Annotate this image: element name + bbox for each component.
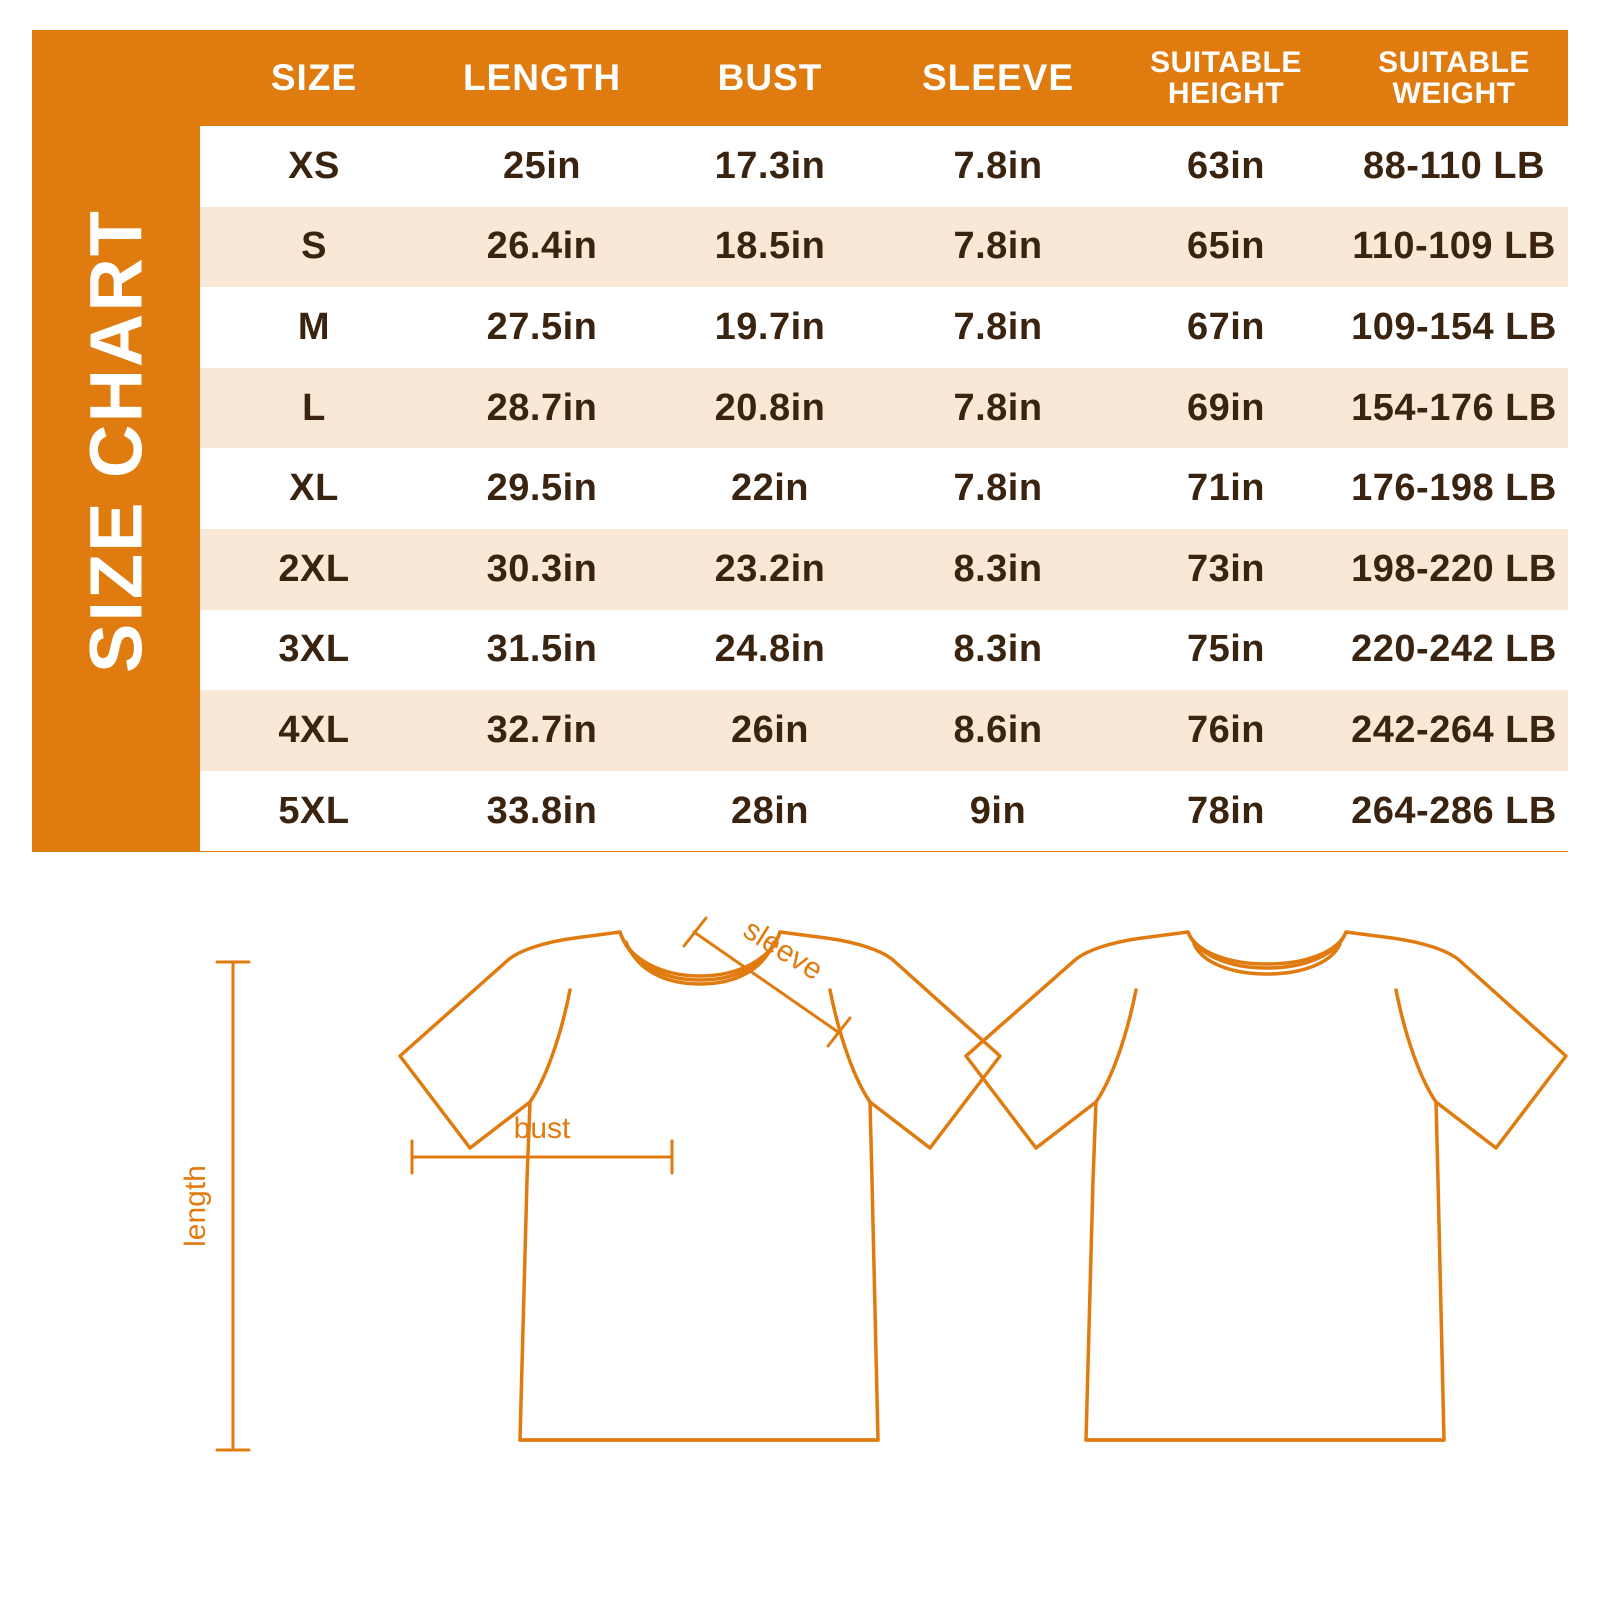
- cell-size: 4XL: [200, 690, 428, 771]
- cell-size: XL: [200, 448, 428, 529]
- measurement-diagram: [0, 880, 1600, 1580]
- table-row: [200, 610, 1568, 691]
- table-row: [200, 690, 1568, 771]
- cell-size: 2XL: [200, 529, 428, 610]
- cell-bust: 19.7in: [656, 287, 884, 368]
- length-label: length: [179, 1165, 212, 1247]
- column-header-sleeve: SLEEVE: [922, 56, 1074, 98]
- cell-height: 73in: [1112, 529, 1340, 610]
- cell-length: 28.7in: [428, 368, 656, 449]
- t-shirt-front-illustration: [400, 932, 1000, 1440]
- column-header-length: LENGTH: [462, 56, 622, 98]
- cell-height: 69in: [1112, 368, 1340, 449]
- cell-height: 78in: [1112, 771, 1340, 852]
- length-dimension-line: [217, 962, 249, 1450]
- cell-height: 76in: [1112, 690, 1340, 771]
- cell-bust: 18.5in: [656, 207, 884, 288]
- cell-weight: 264-286 LB: [1340, 771, 1568, 852]
- column-header-suitable-height-line2: HEIGHT: [1167, 77, 1285, 110]
- table-header-row: [200, 30, 1568, 126]
- cell-sleeve: 7.8in: [884, 448, 1112, 529]
- cell-bust: 28in: [656, 771, 884, 852]
- column-header-suitable-weight-line2: WEIGHT: [1392, 77, 1516, 110]
- cell-length: 29.5in: [428, 448, 656, 529]
- cell-height: 63in: [1112, 126, 1340, 207]
- cell-height: 75in: [1112, 610, 1340, 691]
- cell-length: 32.7in: [428, 690, 656, 771]
- cell-weight: 176-198 LB: [1340, 448, 1568, 529]
- column-header-suitable-weight-line1: SUITABLE: [1378, 45, 1530, 79]
- bust-label: bust: [513, 1112, 571, 1145]
- column-header-suitable-height-line1: SUITABLE: [1150, 45, 1302, 79]
- cell-size: 5XL: [200, 771, 428, 852]
- sleeve-label: sleeve: [737, 912, 829, 987]
- cell-weight: 154-176 LB: [1340, 368, 1568, 449]
- cell-length: 26.4in: [428, 207, 656, 288]
- cell-sleeve: 7.8in: [884, 207, 1112, 288]
- table-row: [200, 207, 1568, 288]
- table-row: [200, 529, 1568, 610]
- cell-length: 27.5in: [428, 287, 656, 368]
- page-title: SIZE CHART: [74, 209, 158, 673]
- cell-bust: 20.8in: [656, 368, 884, 449]
- cell-bust: 17.3in: [656, 126, 884, 207]
- cell-sleeve: 8.6in: [884, 690, 1112, 771]
- cell-sleeve: 7.8in: [884, 368, 1112, 449]
- cell-sleeve: 8.3in: [884, 610, 1112, 691]
- size-table-body: [200, 126, 1568, 851]
- size-chart-title-cell: [32, 30, 200, 852]
- cell-bust: 26in: [656, 690, 884, 771]
- table-row: [200, 771, 1568, 852]
- cell-weight: 242-264 LB: [1340, 690, 1568, 771]
- table-row: [200, 368, 1568, 449]
- bust-dimension-line: [412, 1141, 672, 1173]
- cell-height: 67in: [1112, 287, 1340, 368]
- table-row: [200, 448, 1568, 529]
- column-header-suitable-weight: [1340, 30, 1568, 126]
- cell-size: L: [200, 368, 428, 449]
- cell-bust: 23.2in: [656, 529, 884, 610]
- t-shirt-back-illustration: [966, 932, 1566, 1440]
- cell-weight: 220-242 LB: [1340, 610, 1568, 691]
- cell-size: 3XL: [200, 610, 428, 691]
- cell-length: 30.3in: [428, 529, 656, 610]
- table-row: [200, 126, 1568, 207]
- table-row: [200, 287, 1568, 368]
- cell-bust: 22in: [656, 448, 884, 529]
- size-table-wrapper: [200, 30, 1568, 852]
- cell-weight: 198-220 LB: [1340, 529, 1568, 610]
- column-header-bust: BUST: [717, 56, 823, 98]
- cell-length: 25in: [428, 126, 656, 207]
- cell-weight: 88-110 LB: [1340, 126, 1568, 207]
- cell-sleeve: 8.3in: [884, 529, 1112, 610]
- column-header-suitable-height: [1112, 30, 1340, 126]
- cell-size: S: [200, 207, 428, 288]
- column-header-size: SIZE: [270, 56, 358, 98]
- cell-height: 71in: [1112, 448, 1340, 529]
- cell-sleeve: 7.8in: [884, 126, 1112, 207]
- cell-sleeve: 9in: [884, 771, 1112, 852]
- cell-length: 31.5in: [428, 610, 656, 691]
- cell-height: 65in: [1112, 207, 1340, 288]
- cell-sleeve: 7.8in: [884, 287, 1112, 368]
- cell-bust: 24.8in: [656, 610, 884, 691]
- size-table-head: [200, 30, 1568, 126]
- cell-size: XS: [200, 126, 428, 207]
- size-chart-panel: [32, 30, 1568, 852]
- size-table: [200, 30, 1568, 851]
- cell-weight: 110-109 LB: [1340, 207, 1568, 288]
- cell-size: M: [200, 287, 428, 368]
- cell-weight: 109-154 LB: [1340, 287, 1568, 368]
- cell-length: 33.8in: [428, 771, 656, 852]
